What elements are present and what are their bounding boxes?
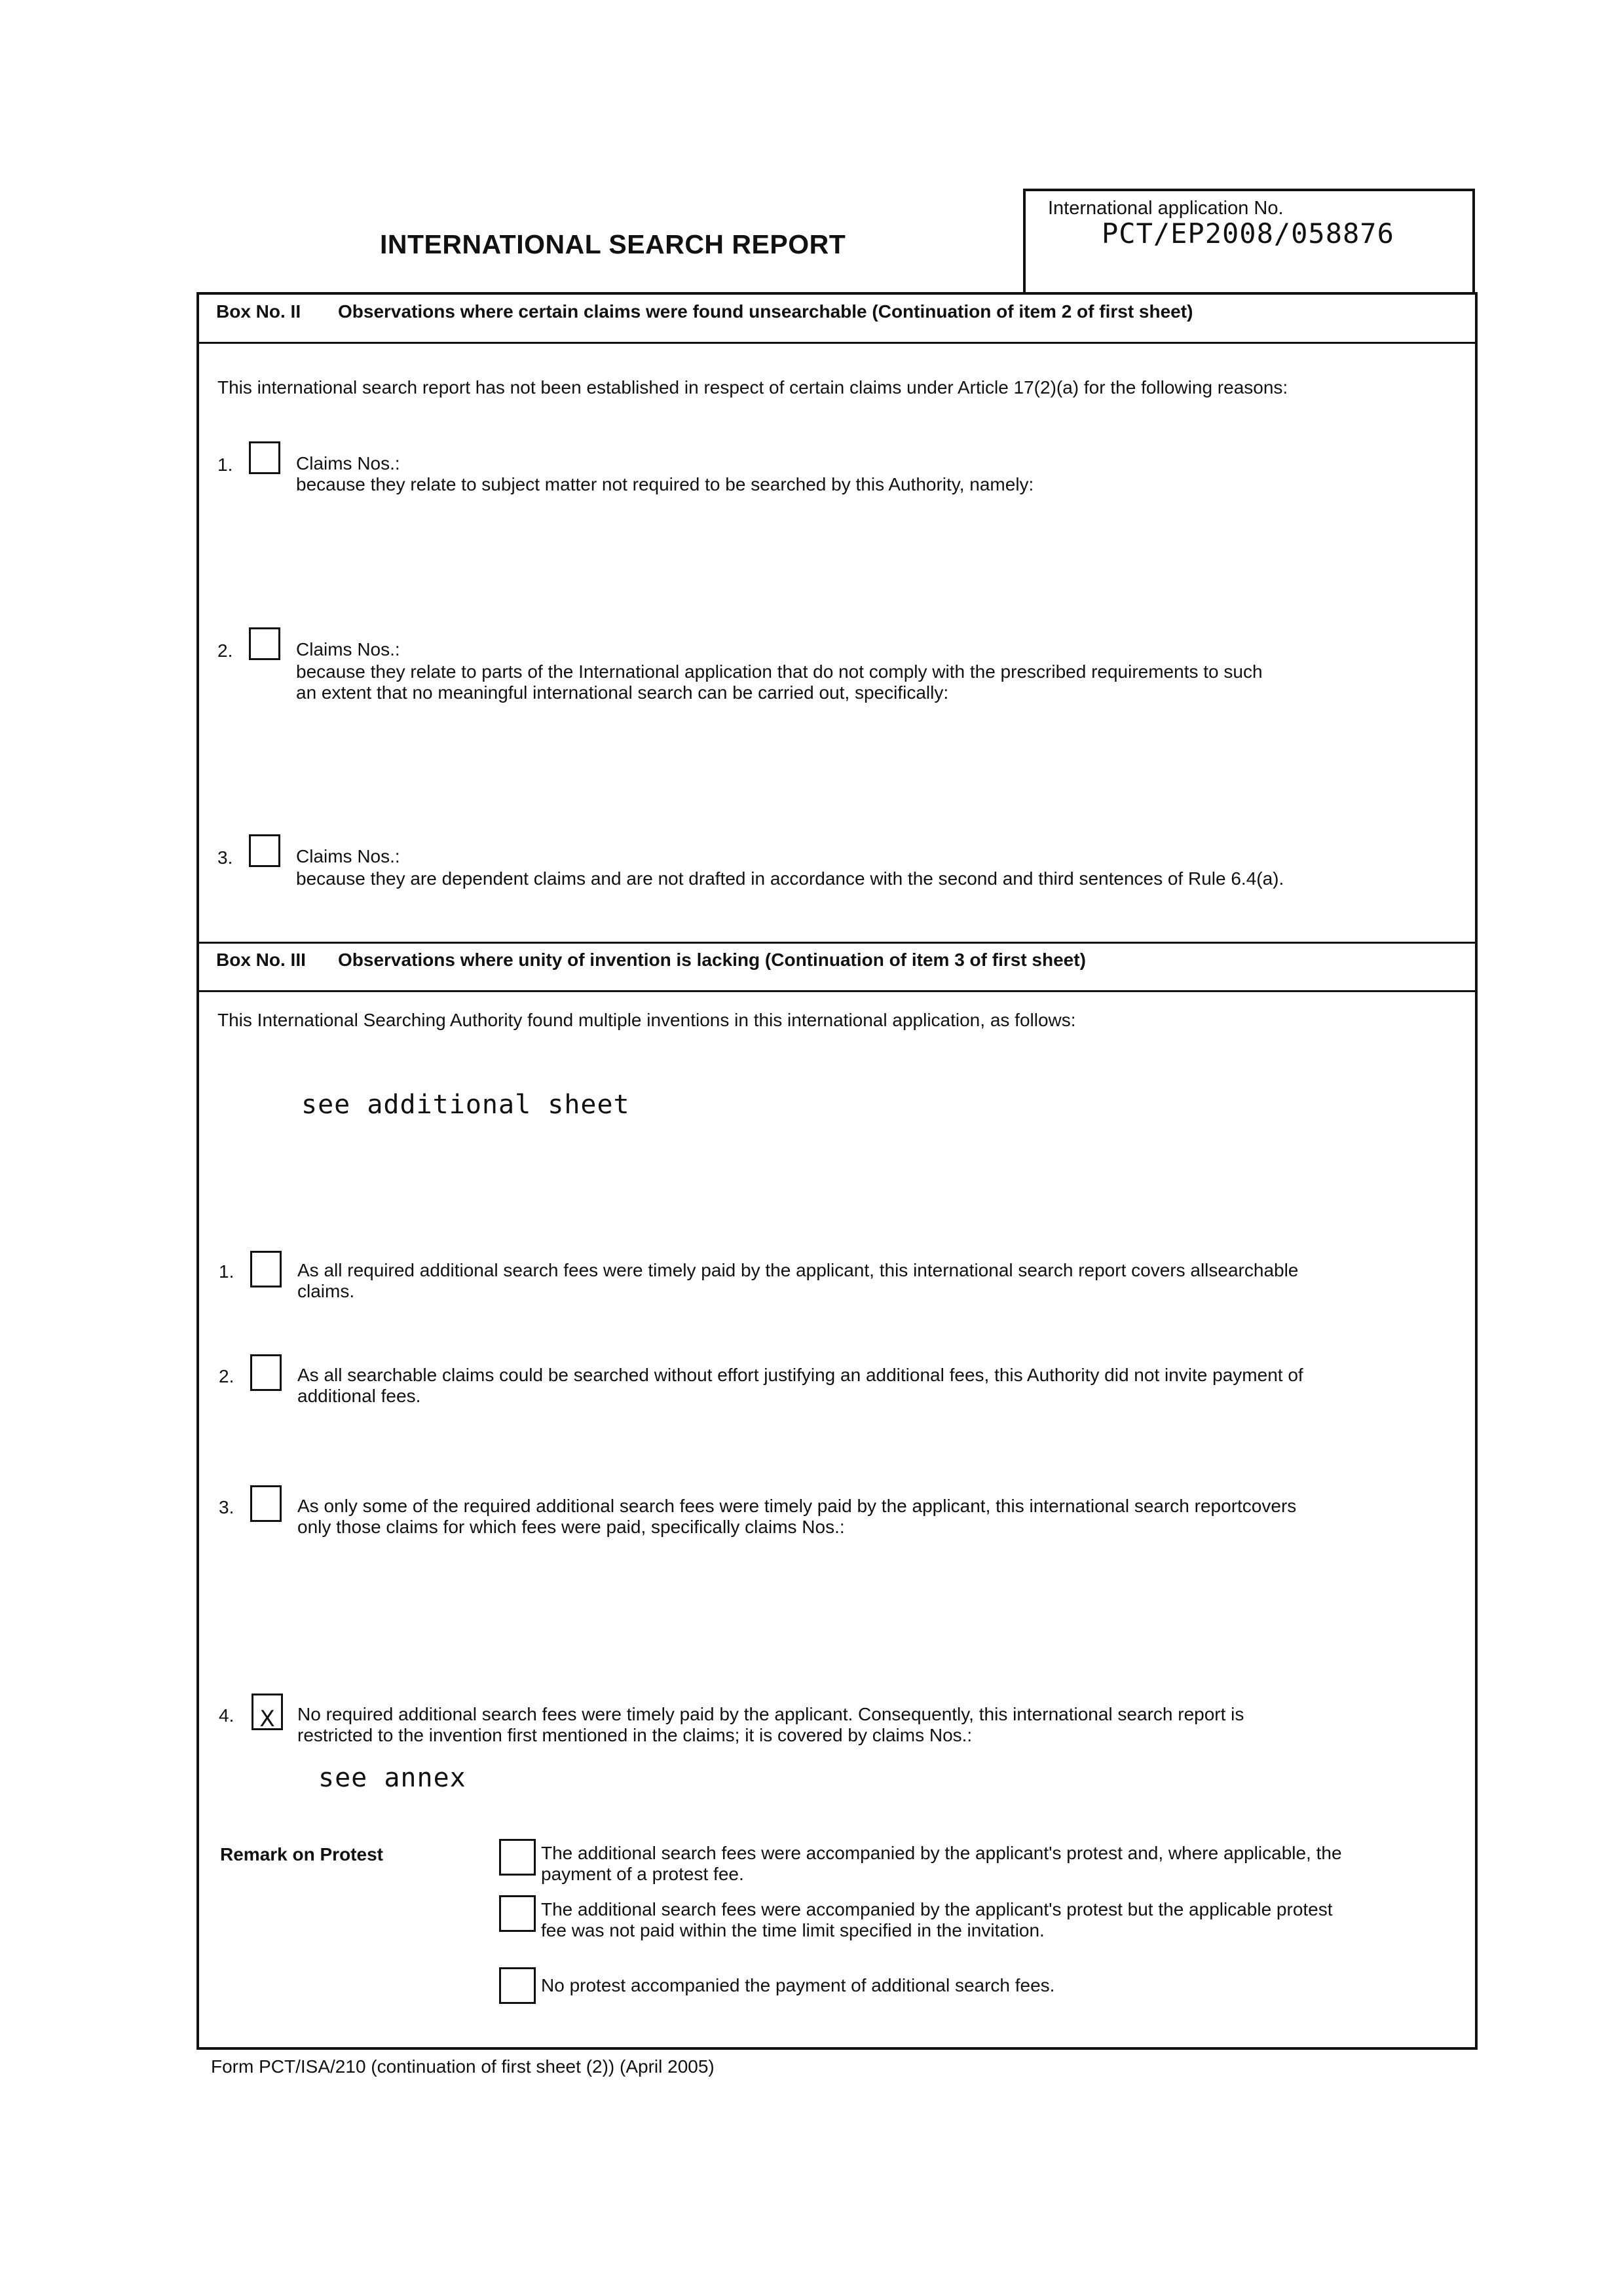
box-iii-item-4-text-line-2: restricted to the invention first mentioned in the claims; it is covered by claims Nos.:	[297, 1725, 973, 1745]
box-ii-item-3-title: Claims Nos.:	[296, 846, 400, 866]
report-title: INTERNATIONAL SEARCH REPORT	[380, 229, 846, 259]
application-number-label: International application No.	[1048, 198, 1284, 219]
box-ii-item-1-checkbox[interactable]	[249, 441, 280, 474]
protest-option-1-text-line-2: payment of a protest fee.	[541, 1864, 744, 1884]
box-ii-item-2-checkbox[interactable]	[249, 627, 280, 660]
box-iii-item-3-number: 3.	[219, 1497, 234, 1517]
box-ii-item-3-number: 3.	[217, 847, 233, 868]
box-ii-item-1-text: because they relate to subject matter not required to be searched by this Authority, namely:	[296, 474, 1034, 494]
box-iii-item-1-checkbox[interactable]	[250, 1251, 282, 1287]
box-iii-item-3-checkbox[interactable]	[250, 1485, 282, 1522]
box-ii-heading: Observations where certain claims were found unsearchable (Continuation of item 2 of first sheet)	[338, 301, 1193, 322]
box-ii-item-2-title: Claims Nos.:	[296, 639, 400, 659]
protest-option-1-checkbox[interactable]	[499, 1839, 536, 1876]
box-iii-typed-annex: see annex	[318, 1763, 466, 1793]
box-ii-item-1-number: 1.	[217, 454, 233, 475]
box-ii-item-2-number: 2.	[217, 640, 233, 661]
box-iii-item-3-text-line-2: only those claims for which fees were paid, specifically claims Nos.:	[297, 1517, 845, 1537]
form-footer: Form PCT/ISA/210 (continuation of first sheet (2)) (April 2005)	[211, 2056, 715, 2077]
protest-option-2-text-line-2: fee was not paid within the time limit specified in the invitation.	[541, 1920, 1045, 1940]
remark-on-protest-label: Remark on Protest	[220, 1844, 383, 1864]
box-iii-item-2-number: 2.	[219, 1366, 234, 1386]
box-iii-heading: Observations where unity of invention is lacking (Continuation of item 3 of first sheet)	[338, 950, 1086, 970]
box-iii-item-1-text-line-1: As all required additional search fees were timely paid by the applicant, this international search report covers allsearchable	[297, 1260, 1299, 1280]
box-ii-header	[216, 301, 1193, 322]
box-iii-item-4-text-line-1: No required additional search fees were timely paid by the applicant. Consequently, this international search report is	[297, 1704, 1244, 1724]
box-ii-item-2-text-line-2: an extent that no meaningful international search can be carried out, specifically:	[296, 682, 949, 703]
box-ii-item-1-title: Claims Nos.:	[296, 453, 400, 473]
box-iii-intro: This International Searching Authority found multiple inventions in this international application, as follows:	[217, 1010, 1076, 1030]
divider	[196, 342, 1478, 344]
box-iii-header	[216, 950, 1086, 971]
box-iii-item-1-number: 1.	[219, 1261, 234, 1282]
protest-option-1-text-line-1: The additional search fees were accompanied by the applicant's protest and, where applicable, the	[541, 1843, 1342, 1863]
protest-option-3-checkbox[interactable]	[499, 1967, 536, 2004]
box-iii-label: Box No. III	[216, 950, 306, 970]
divider	[196, 990, 1478, 992]
box-ii-item-3-text: because they are dependent claims and are not drafted in accordance with the second and third sentences of Rule 6.4(a).	[296, 868, 1284, 889]
box-iii-item-2-text-line-1: As all searchable claims could be searched without effort justifying an additional fees, this Authority did not invite payment of	[297, 1365, 1303, 1385]
application-number-value: PCT/EP2008/058876	[1102, 217, 1394, 250]
box-iii-item-2-text-line-2: additional fees.	[297, 1386, 421, 1406]
box-iii-item-2-checkbox[interactable]	[250, 1354, 282, 1391]
box-iii-item-4-number: 4.	[219, 1705, 234, 1726]
divider	[196, 942, 1478, 944]
protest-option-2-text-line-1: The additional search fees were accompanied by the applicant's protest but the applicable protest	[541, 1899, 1333, 1919]
box-ii-intro: This international search report has not been established in respect of certain claims under Article 17(2)(a) for the following reasons:	[217, 377, 1288, 398]
box-iii-item-3-text-line-1: As only some of the required additional search fees were timely paid by the applicant, this international search reportcovers	[297, 1496, 1297, 1516]
box-ii-label: Box No. II	[216, 301, 301, 322]
protest-option-2-checkbox[interactable]	[499, 1895, 536, 1932]
box-iii-item-1-text-line-2: claims.	[297, 1281, 355, 1301]
box-ii-item-2-text-line-1: because they relate to parts of the International application that do not comply with the prescribed requirements to such	[296, 661, 1263, 682]
protest-option-3-text: No protest accompanied the payment of additional search fees.	[541, 1975, 1055, 1995]
box-iii-typed-note: see additional sheet	[301, 1090, 630, 1120]
box-iii-item-4-checkbox[interactable]: X	[252, 1694, 283, 1730]
box-ii-item-3-checkbox[interactable]	[249, 834, 280, 867]
